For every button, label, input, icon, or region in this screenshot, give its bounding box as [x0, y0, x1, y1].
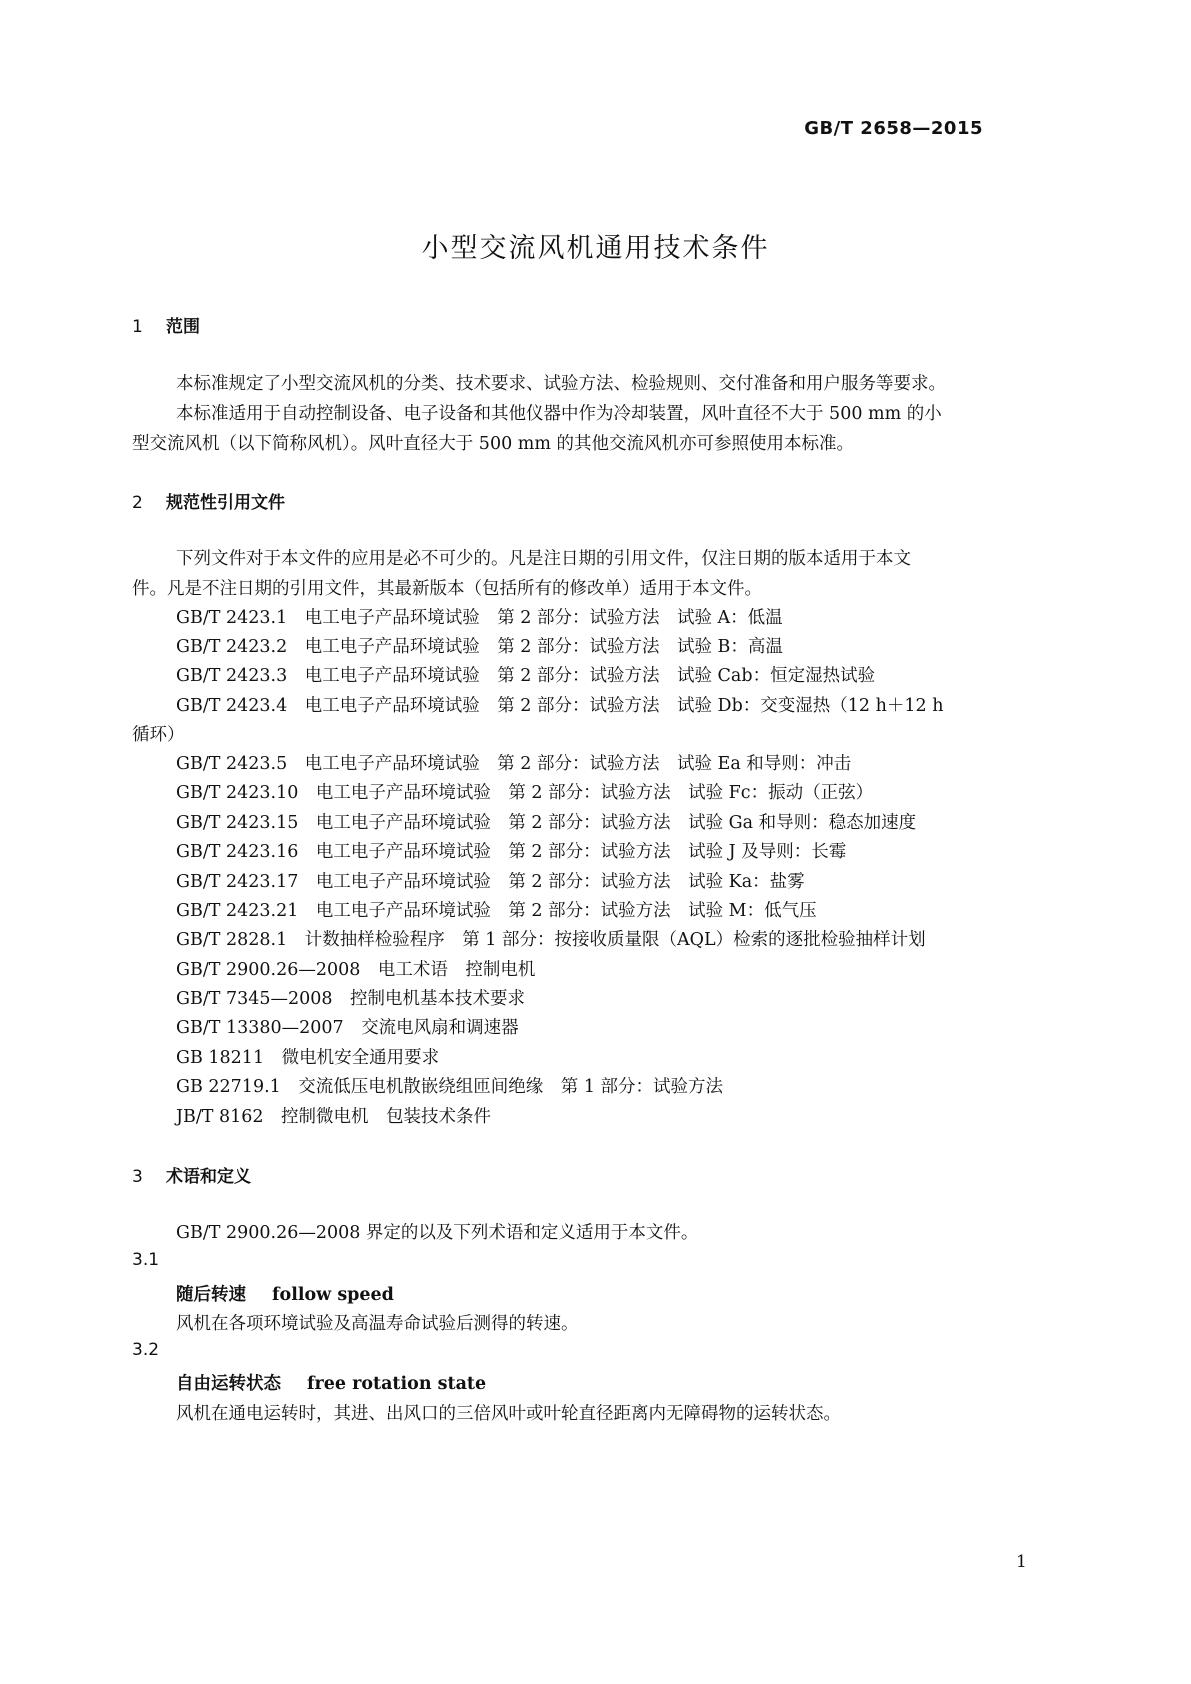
reference-code: GB/T 2828.1: [176, 930, 288, 950]
section-title: 规范性引用文件: [166, 493, 285, 513]
reference-item: [176, 868, 805, 893]
reference-title: 电工电子产品环境试验 第 2 部分：试验方法 试验 B：高温: [304, 637, 783, 657]
term-number: 3.1: [132, 1250, 160, 1270]
reference-item: [176, 985, 525, 1010]
reference-code: GB/T 2423.1: [176, 608, 288, 628]
reference-item: [176, 809, 916, 834]
reference-title: 电工电子产品环境试验 第 2 部分：试验方法 试验 Cab：恒定湿热试验: [304, 666, 876, 686]
reference-item: [176, 1103, 491, 1128]
reference-code: GB/T 2423.21: [176, 901, 299, 921]
reference-code: GB/T 7345—2008: [176, 989, 333, 1009]
reference-title: 交流电风扇和调速器: [361, 1018, 519, 1038]
reference-title: 交流低压电机散嵌绕组匝间绝缘 第 1 部分：试验方法: [298, 1077, 724, 1097]
reference-title: 电工电子产品环境试验 第 2 部分：试验方法 试验 M：低气压: [315, 901, 817, 921]
reference-code: GB/T 2423.5: [176, 754, 288, 774]
reference-item: [176, 1014, 519, 1039]
reference-title: 电工电子产品环境试验 第 2 部分：试验方法 试验 Ka：盐雾: [315, 872, 805, 892]
reference-code: GB/T 2423.17: [176, 872, 299, 892]
reference-title: 控制微电机 包装技术条件: [281, 1107, 492, 1127]
term-definition: 风机在各项环境试验及高温寿命试验后测得的转速。: [176, 1314, 579, 1334]
paragraph: 本标准适用于自动控制设备、电子设备和其他仪器中作为冷却装置，风叶直径不大于 500 mm 的小: [176, 404, 942, 424]
reference-code: GB/T 2423.15: [176, 813, 299, 833]
term-definition: 风机在通电运转时，其进、出风口的三倍风叶或叶轮直径距离内无障碍物的运转状态。: [176, 1404, 841, 1424]
reference-item: [176, 604, 783, 629]
reference-item: [176, 838, 846, 863]
reference-code: JB/T 8162: [176, 1107, 264, 1127]
term-number: 3.2: [132, 1340, 160, 1360]
paragraph: GB/T 2900.26—2008 界定的以及下列术语和定义适用于本文件。: [176, 1223, 699, 1243]
section-number: 2: [132, 493, 143, 513]
section-1-heading: [132, 312, 200, 337]
term-chinese: 随后转速: [176, 1285, 246, 1305]
paragraph: 型交流风机（以下简称风机）。风叶直径大于 500 mm 的其他交流风机亦可参照使用本标准。: [132, 434, 855, 454]
section-3-heading: [132, 1162, 251, 1187]
reference-code: GB/T 13380—2007: [176, 1018, 344, 1038]
reference-title: 电工电子产品环境试验 第 2 部分：试验方法 试验 Db：交变湿热（12 h＋12 h: [304, 696, 944, 716]
reference-code: GB 18211: [176, 1048, 265, 1068]
reference-item: [176, 692, 943, 717]
reference-item: [176, 926, 926, 951]
section-title: 术语和定义: [166, 1167, 251, 1187]
term-english: follow speed: [272, 1285, 394, 1305]
reference-code: GB/T 2423.3: [176, 666, 288, 686]
reference-code: GB/T 2423.2: [176, 637, 288, 657]
reference-title: 控制电机基本技术要求: [350, 989, 526, 1009]
standard-number: GB/T 2658—2015: [804, 118, 983, 139]
term-heading: [176, 1281, 394, 1306]
reference-item: [176, 956, 535, 981]
term-heading: [176, 1370, 486, 1395]
section-number: 3: [132, 1167, 143, 1187]
paragraph: 下列文件对于本文件的应用是必不可少的。凡是注日期的引用文件，仅注日期的版本适用于本文: [176, 549, 911, 569]
reference-code: GB 22719.1: [176, 1077, 281, 1097]
section-2-heading: [132, 488, 285, 513]
reference-code: GB/T 2423.4: [176, 696, 288, 716]
page-number: 1: [1016, 1552, 1027, 1572]
reference-item: [176, 1073, 723, 1098]
reference-item: [176, 1044, 439, 1069]
reference-item: [176, 633, 783, 658]
reference-title: 电工术语 控制电机: [377, 960, 536, 980]
reference-code: GB/T 2423.16: [176, 842, 299, 862]
reference-code: GB/T 2900.26—2008: [176, 960, 361, 980]
reference-title: 电工电子产品环境试验 第 2 部分：试验方法 试验 A：低温: [304, 608, 783, 628]
paragraph: 本标准规定了小型交流风机的分类、技术要求、试验方法、检验规则、交付准备和用户服务等要求。: [176, 374, 946, 394]
page-title: 小型交流风机通用技术条件: [421, 233, 770, 264]
section-number: 1: [132, 317, 143, 337]
reference-title: 微电机安全通用要求: [281, 1048, 440, 1068]
reference-title: 电工电子产品环境试验 第 2 部分：试验方法 试验 Fc：振动（正弦）: [315, 783, 874, 803]
reference-title: 电工电子产品环境试验 第 2 部分：试验方法 试验 Ea 和导则：冲击: [304, 754, 852, 774]
paragraph: 件。凡是不注日期的引用文件，其最新版本（包括所有的修改单）适用于本文件。: [132, 579, 762, 599]
reference-code: GB/T 2423.10: [176, 783, 299, 803]
reference-title: 电工电子产品环境试验 第 2 部分：试验方法 试验 Ga 和导则：稳态加速度: [315, 813, 917, 833]
term-english: free rotation state: [307, 1374, 487, 1394]
term-chinese: 自由运转状态: [176, 1374, 281, 1394]
reference-item: [176, 779, 873, 804]
reference-item: [176, 750, 851, 775]
reference-title: 计数抽样检验程序 第 1 部分：按接收质量限（AQL）检索的逐批检验抽样计划: [304, 930, 926, 950]
reference-item: [176, 662, 875, 687]
reference-title: 电工电子产品环境试验 第 2 部分：试验方法 试验 J 及导则：长霉: [315, 842, 847, 862]
reference-continuation: 循环）: [132, 725, 185, 745]
reference-item: [176, 897, 817, 922]
section-title: 范围: [166, 317, 200, 337]
